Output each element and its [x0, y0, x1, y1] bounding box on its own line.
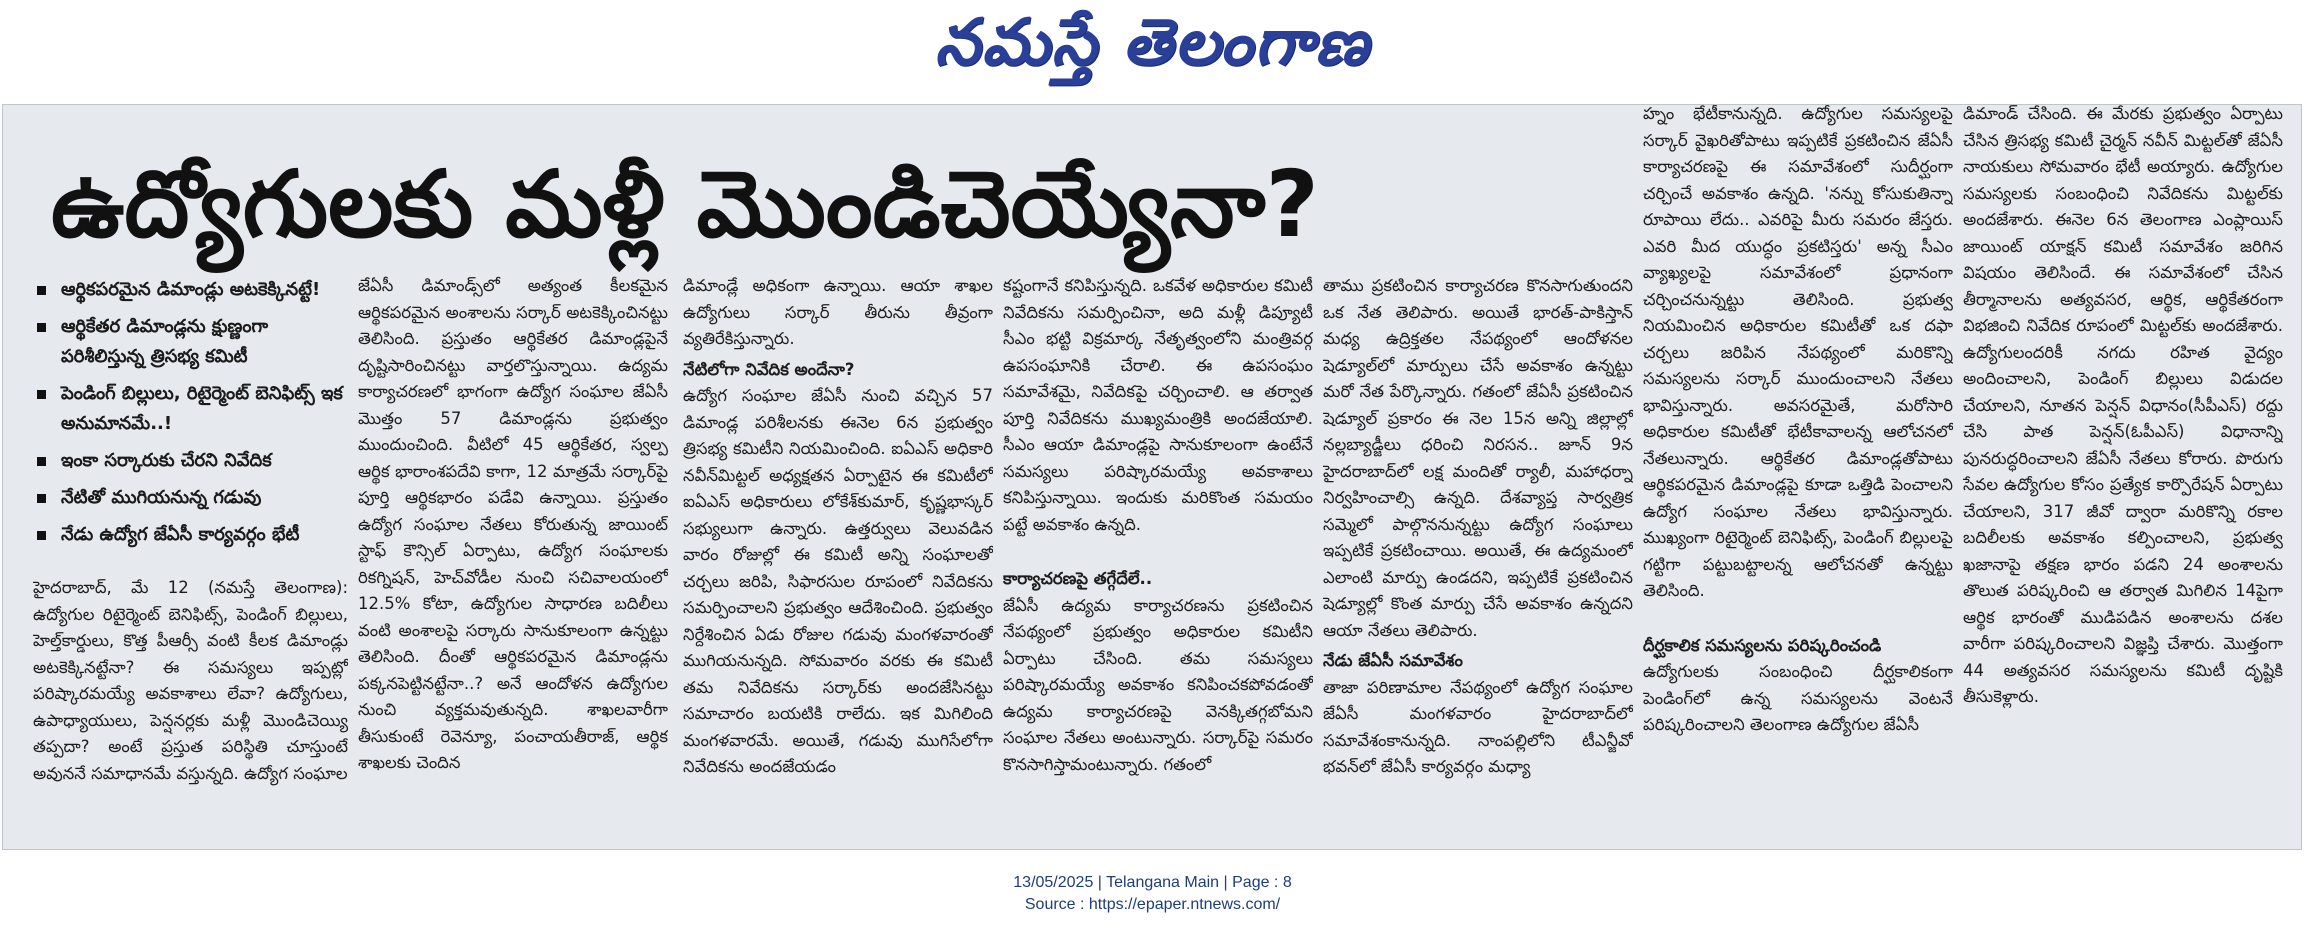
source-link[interactable]: Source : https://epaper.ntnews.com/: [1024, 896, 1281, 913]
paragraph: హైదరాబాద్, మే 12 (నమస్తే తెలంగాణ): ఉద్యోగుల రిటైర్మెంట్ బెనిఫిట్స్, పెండింగ్ బిల్లులు, హెల్త్‌కార్డులు, కొత్త పీఆర్సీ వంటి కీలక డిమాండ్లు అటకెక్కినట్టేనా? ఈ సమస్యలు ఇప్పట్లో పరిష్కారమయ్యే అవకాశాలు లేవా? ఉద్యోగులు, ఉపాధ్యాయులు, పెన్షనర్లకు మళ్లీ మొండిచెయ్యి తప్పదా? అంటే ప్రస్తుత పరిస్థితి చూస్తుంటే అవుననే సమాధానమే వస్తున్నది. ఉద్యోగ సంఘాల: [33, 578, 348, 783]
paragraph: హ్నం భేటీకానున్నది. ఉద్యోగుల సమస్యలపై సర్కార్ వైఖరితోపాటు ఇప్పటికే ప్రకటించిన జేఏసీ కార్యాచరణపై ఈ సమావేశంలో సుదీర్ఘంగా చర్చించే అవకాశం ఉన్నది. 'నన్ను కోసుకుతిన్నా రూపాయి లేదు.. ఎవరిపై మీరు సమరం జేస్తరు. ఎవరి మీద యుద్ధం ప్రకటిస్తరు' అన్న సీఎం వ్యాఖ్యలపై సమావేశంలో ప్రధానంగా చర్చించనున్నట్టు తెలిసింది. ప్రభుత్వ నియమించిన అధికారుల కమిటీతో ఒక దఫా చర్చలు జరిపిన నేపథ్యంలో మరికొన్ని సమస్యలను సర్కార్ ముందుంచాలని నేతలు భావిస్తున్నారు. అవసరమైతే, మరోసారి అధికారుల కమిటీతో భేటీకావాలన్న ఆలోచనలో నేతలున్నారు. ఆర్థికేతర డిమాండ్లతోపాటు ఆర్థికపరమైన డిమాండ్లపై కూడా ఒత్తిడి పెంచాలని ఉద్యోగ సంఘాల నేతలు భావిస్తున్నారు. ముఖ్యంగా రిటైర్మెంట్ బెనిఫిట్స్, పెండింగ్ బిల్లులపై గట్టిగా పట్టుబట్టాలన్న ఆలోచనతో ఉన్నట్టు తెలిసింది.: [1643, 104, 1953, 600]
highlight-item: ఆర్థికేతర డిమాండ్లను క్షుణ్ణంగా పరిశీలిస్తున్న త్రిసభ్య కమిటీ: [33, 312, 353, 372]
bullet-square-icon: [37, 323, 46, 332]
article-column-6: [1643, 104, 1953, 845]
article-column-5: [1323, 273, 1633, 845]
highlight-item: ఆర్థికపరమైన డిమాండ్లు అటకెక్కినట్టే!: [33, 275, 353, 305]
article-column-7: [1963, 104, 2283, 845]
article-clipping: [2, 104, 2302, 850]
paragraph: డిమాండ్ చేసింది. ఈ మేరకు ప్రభుత్వం ఏర్పాటు చేసిన త్రిసభ్య కమిటీ చైర్మన్ నవీన్ మిట్టల్‌తో జేఏసీ నాయకులు సోమవారం భేటీ అయ్యారు. ఉద్యోగుల సమస్యలకు సంబంధించి నివేదికను మిట్టల్‌కు అందజేశారు. ఈనెల 6న తెలంగాణ ఎంప్లాయిస్ జాయింట్ యాక్షన్ కమిటీ సమావేశం జరిగిన విషయం తెలిసిందే. ఈ సమావేశంలో చేసిన తీర్మానాలను అత్యవసర, ఆర్థిక, ఆర్థికేతరంగా విభజించి నివేదిక రూపంలో మిట్టల్‌కు అందజేశారు. ఉద్యోగులందరికీ నగదు రహిత వైద్యం అందించాలని, పెండింగ్ బిల్లులు విడుదల చేయాలని, నూతన పెన్షన్ విధానం(సీపీఎస్) రద్దు చేసి పాత పెన్షన్(ఓపీఎస్) విధానాన్ని పునరుద్ధరించాలని జేఏసీ నేతలు కోరారు. పొరుగు సేవల ఉద్యోగుల కోసం ప్రత్యేక కార్పొరేషన్ ఏర్పాటు చేయాలని, 317 జీవో ద్వారా మరికొన్ని రకాల బదిలీలకు అవకాశం కల్పించాలని, ప్రభుత్వ ఖజానాపై తక్షణ భారం పడని 24 అంశాలను తొలుత పరిష్కరించి ఆ తర్వాత మిగిలిన 14పైగా ఆర్థిక భారంతో ముడిపడిన అంశాలను దశల వారీగా పరిష్కరించాలని విజ్ఞప్తి చేశారు. మొత్తంగా 44 అత్యవసర సమస్యలను కమిటీ దృష్టికి తీసుకెళ్లారు.: [1963, 104, 2283, 706]
highlight-item: నేడు ఉద్యోగ జేఏసీ కార్యవర్గం భేటీ: [33, 520, 353, 550]
paragraph: ఉద్యోగ సంఘాల జేఏసీ నుంచి వచ్చిన 57 డిమాండ్ల పరిశీలనకు ఈనెల 6న ప్రభుత్వం త్రిసభ్య కమిటీని నియమించింది. ఐఏఎస్ అధికారి నవీన్‌మిట్టల్ అధ్యక్షతన ఏర్పాటైన ఈ కమిటీలో ఐఏఎస్ అధికారులు లోకేశ్‌కుమార్, కృష్ణభాస్కర్ సభ్యులుగా ఉన్నారు. ఉత్తర్వులు వెలువడిన వారం రోజుల్లో ఈ కమిటీ అన్ని సంఘాలతో చర్చలు జరిపి, సిఫారసుల రూపంలో నివేదికను సమర్పించాలని ప్రభుత్వం ఆదేశించింది. ప్రభుత్వం నిర్దేశించిన ఏడు రోజుల గడువు మంగళవారంతో ముగియనున్నది. సోమవారం వరకు ఈ కమిటీ తమ నివేదికను సర్కార్‌కు అందజేసినట్టు సమాచారం బయటికి రాలేదు. ఇక మిగిలింది మంగళవారమే. అయితే, గడువు ముగిసేలోగా నివేదికను అందజేయడం: [683, 386, 993, 776]
article-column-4: [1003, 273, 1313, 845]
article-column-2: [358, 273, 668, 845]
bullet-square-icon: [37, 531, 46, 540]
article-column-3: [683, 273, 993, 845]
subheading: నేటిలోగా నివేదిక అందేనా?: [683, 359, 855, 379]
highlight-item: పెండింగ్ బిల్లులు, రిటైర్మెంట్ బెనిఫిట్స్ ఇక అనుమానమే..!: [33, 379, 353, 439]
highlight-item: ఇంకా సర్కారుకు చేరని నివేదిక: [33, 446, 353, 476]
subheading: నేడు జేఏసీ సమావేశం: [1323, 651, 1463, 670]
article-headline: ఉద్యోగులకు మళ్లీ మొండిచెయ్యేనా?: [51, 151, 1319, 258]
bullet-square-icon: [37, 494, 46, 503]
article-column-1: [33, 575, 348, 845]
masthead: [0, 0, 2305, 100]
bullet-square-icon: [37, 286, 46, 295]
paragraph: జేఏసీ డిమాండ్స్‌లో అత్యంత కీలకమైన ఆర్థికపరమైన అంశాలను సర్కార్ అటకెక్కించినట్టు తెలిసింది. ప్రస్తుతం ఆర్థికేతర డిమాండ్లపైనే దృష్టిసారించినట్టు వార్తలొస్తున్నాయి. ఉద్యమ కార్యాచరణలో భాగంగా ఉద్యోగ సంఘాల జేఏసీ మొత్తం 57 డిమాండ్లను ప్రభుత్వం ముందుంచింది. వీటిలో 45 ఆర్థికేతర, స్వల్ప ఆర్థిక భారాంశపదేవి కాగా, 12 మాత్రమే సర్కార్‌పై పూర్తి ఆర్థికభారం పడేవి ఉన్నాయి. ప్రస్తుతం ఉద్యోగ సంఘాల నేతలు కోరుతున్న జాయింట్ స్టాఫ్ కౌన్సిల్ ఏర్పాటు, ఉద్యోగ సంఘాలకు రికగ్నిషన్, హెచ్‌వోడీల నుంచి సచివాలయంలో 12.5% కోటా, ఉద్యోగుల సాధారణ బదిలీలు వంటి అంశాలపై సర్కారు సానుకూలంగా ఉన్నట్టు తెలిసింది. దీంతో ఆర్థికపరమైన డిమాండ్లను పక్కనపెట్టినట్టేనా..? అనే ఆందోళన ఉద్యోగుల నుంచి వ్యక్తమవుతున్నది. శాఖలవారీగా తీసుకుంటే రెవెన్యూ, పంచాయతీరాజ్, ఆర్థిక శాఖలకు చెందిన: [358, 276, 668, 772]
subheading: కార్యాచరణపై తగ్గేదేలే..: [1003, 569, 1153, 588]
paragraph: కష్టంగానే కనిపిస్తున్నది. ఒకవేళ అధికారుల కమిటీ నివేదికను సమర్పించినా, అది మళ్లీ డిప్యూటీ సీఎం భట్టి విక్రమార్క నేతృత్వంలోని మంత్రివర్గ ఉపసంఘానికి చేరాలి. ఈ ఉపసంఘం సమావేశమై, నివేదికపై చర్చించాలి. ఆ తర్వాత పూర్తి నివేదికను ముఖ్యమంత్రికి అందజేయాలి. సీఎం ఆయా డిమాండ్లపై సానుకూలంగా ఉంటేనే సమస్యలు పరిష్కారమయ్యే అవకాశాలు కనిపిస్తున్నాయి. ఇందుకు మరికొంత సమయం పట్టే అవకాశం ఉన్నది.: [1003, 276, 1313, 534]
highlight-item: నేటితో ముగియనున్న గడువు: [33, 483, 353, 513]
paragraph: డిమాండ్లే అధికంగా ఉన్నాయి. ఆయా శాఖల ఉద్యోగులు సర్కార్ తీరును తీవ్రంగా వ్యతిరేకిస్తున్నారు.: [683, 276, 993, 348]
paragraph: తాజా పరిణామాల నేపథ్యంలో ఉద్యోగ సంఘాల జేఏసీ మంగళవారం హైదరాబాద్‌లో సమావేశంకానున్నది. నాంపల్లిలోని టీఎన్జీవో భవన్‌లో జేఏసీ కార్యవర్గం మధ్యా: [1323, 677, 1633, 776]
paragraph: జేఏసీ ఉద్యమ కార్యాచరణను ప్రకటించిన నేపథ్యంలో ప్రభుత్వం అధికారుల కమిటీని ఏర్పాటు చేసింది. తమ సమస్యలు పరిష్కారమయ్యే అవకాశం కనిపించకపోవడంతో ఉద్యమ కార్యాచరణపై వెనక్కితగ్గబోమని సంఘాల నేతలు అంటున్నారు. సర్కార్‌పై సమరం కొనసాగిస్తామంటున్నారు. గతంలో: [1003, 595, 1313, 774]
page-footer: [0, 872, 2305, 916]
bullet-square-icon: [37, 390, 46, 399]
bullet-square-icon: [37, 457, 46, 466]
paragraph: తాము ప్రకటించిన కార్యాచరణ కొనసాగుతుందని ఒక నేత తెలిపారు. అయితే భారత్-పాకిస్తాన్ మధ్య ఉద్రిక్తతల నేపథ్యంలో ఆందోళనల షెడ్యూల్‌లో మార్పులు చేసే అవకాశం ఉన్నట్టు మరో నేత పేర్కొన్నారు. గతంలో జేఏసీ ప్రకటించిన షెడ్యూల్ ప్రకారం ఈ నెల 15న అన్ని జిల్లాల్లో నల్లబ్యాడ్జీలు ధరించి నిరసన.. జూన్ 9న హైదరాబాద్‌లో లక్ష మందితో ర్యాలీ, మహాధర్నా నిర్వహించాల్సి ఉన్నది. దేశవ్యాప్త సార్వత్రిక సమ్మెలో పాల్గొననున్నట్టు ఉద్యోగ సంఘాలు ఇప్పటికే ప్రకటించాయి. అయితే, ఈ ఉద్యమంలో ఎలాంటి మార్పు ఉండదని, ఇప్పటికే ప్రకటించిన షెడ్యూల్లో కొంత మార్పు చేసే అవకాశం ఉన్నదని ఆయా నేతలు తెలిపారు.: [1323, 276, 1633, 640]
subheading: దీర్ఘకాలిక సమస్యలను పరిష్కరించండి: [1643, 635, 1882, 655]
edition-info: 13/05/2025 | Telangana Main | Page : 8: [1013, 874, 1292, 891]
newspaper-logo: నమస్తే తెలంగాణ: [934, 5, 1371, 80]
paragraph: ఉద్యోగులకు సంబంధించి దీర్ఘకాలికంగా పెండింగ్‌లో ఉన్న సమస్యలను వెంటనే పరిష్కరించాలని తెలంగాణ ఉద్యోగుల జేఏసీ: [1643, 662, 1953, 734]
